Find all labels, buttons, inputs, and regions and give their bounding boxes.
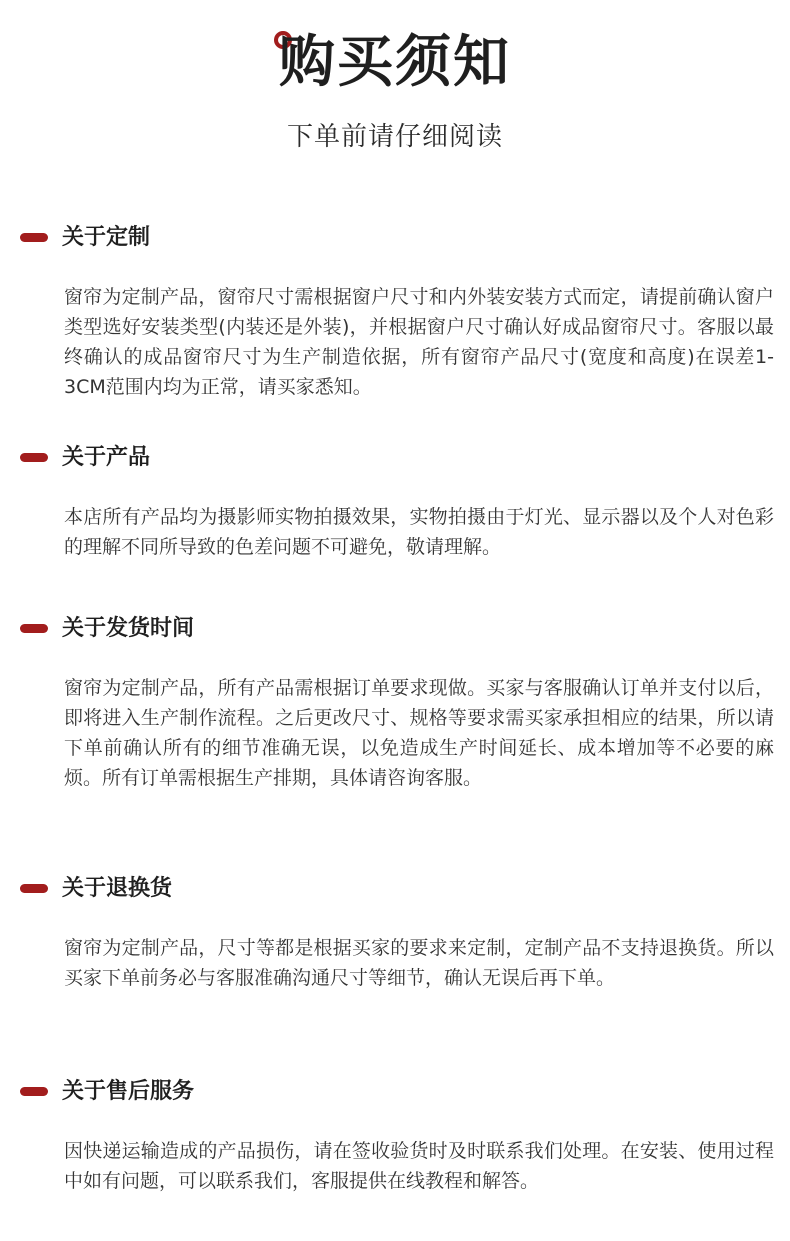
section-body: 窗帘为定制产品，窗帘尺寸需根据窗户尺寸和内外装安装方式而定，请提前确认窗户类型选好安装类型(内装还是外装)，并根据窗户尺寸确认好成品窗帘尺寸。客服以最终确认的成品窗帘尺寸为生产制造依据，所有窗帘产品尺寸(宽度和高度)在误差1-3CM范围内均为正常，请买家悉知。 [64,286,774,398]
section-shipping-time [0,611,790,793]
header [0,28,790,98]
section-header [0,440,790,476]
section-title: 关于退换货 [62,876,173,901]
section-title: 关于定制 [62,225,151,250]
section-header [0,220,790,256]
section-header [0,1074,790,1110]
section-bullet-icon [20,884,48,893]
section-bullet-icon [20,1087,48,1096]
section-body: 因快递运输造成的产品损伤，请在签收验货时及时联系我们处理。在安装、使用过程中如有问题，可以联系我们，客服提供在线教程和解答。 [64,1140,774,1192]
section-body: 窗帘为定制产品，所有产品需根据订单要求现做。买家与客服确认订单并支付以后，即将进入生产制作流程。之后更改尺寸、规格等要求需买家承担相应的结果，所以请下单前确认所有的细节准确无误，以免造成生产时间延长、成本增加等不必要的麻烦。所有订单需根据生产排期，具体请咨询客服。 [64,677,774,789]
section-body: 本店所有产品均为摄影师实物拍摄效果，实物拍摄由于灯光、显示器以及个人对色彩的理解不同所导致的色差问题不可避免，敬请理解。 [64,506,774,558]
section-header [0,871,790,907]
section-header [0,611,790,647]
section-returns [0,871,790,993]
section-body: 窗帘为定制产品，尺寸等都是根据买家的要求来定制，定制产品不支持退换货。所以买家下单前务必与客服准确沟通尺寸等细节，确认无误后再下单。 [64,937,774,989]
section-bullet-icon [20,624,48,633]
section-product [0,440,790,562]
section-title: 关于售后服务 [62,1079,195,1104]
section-bullet-icon [20,233,48,242]
section-bullet-icon [20,453,48,462]
section-after-sales [0,1074,790,1196]
page-title: 购买须知 [279,30,511,95]
page-subtitle: 下单前请仔细阅读 [286,122,503,152]
section-customization [0,220,790,402]
section-title: 关于发货时间 [62,616,195,641]
section-title: 关于产品 [62,445,151,470]
